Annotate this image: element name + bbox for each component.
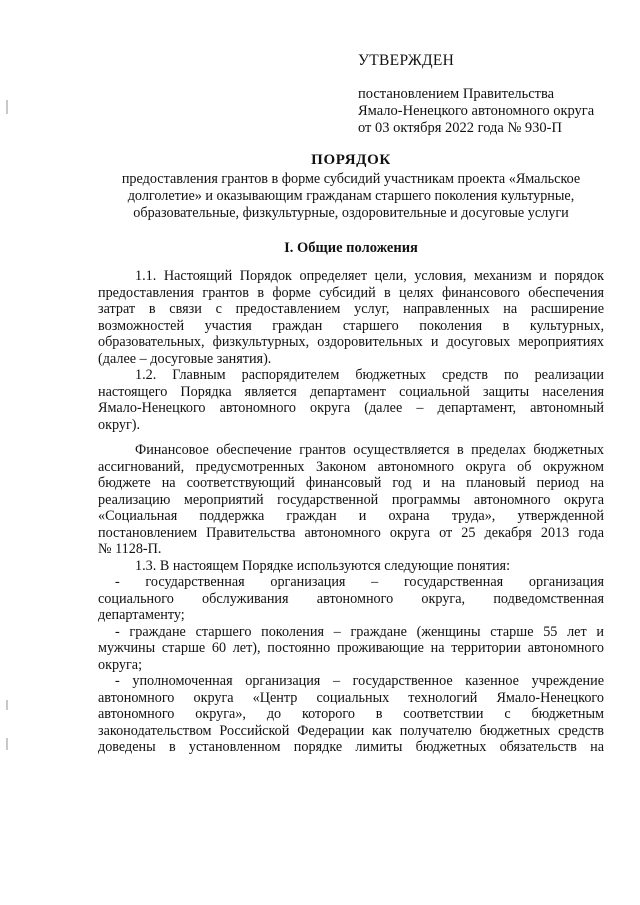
document-title: ПОРЯДОК xyxy=(311,152,391,168)
document-title-block xyxy=(98,151,604,222)
text-line: затрат в связи с предоставлением услуг, направленных на расширение xyxy=(98,301,604,317)
subtitle-line: образовательные, физкультурные, оздоровительные и досуговые услуги xyxy=(133,205,569,221)
paragraph-1-2 xyxy=(98,367,604,433)
approval-line: постановлением Правительства xyxy=(358,86,555,102)
approval-line: Ямало-Ненецкого автономного округа xyxy=(358,103,595,119)
text-line: социального обслуживания автономного округа, подведомственная xyxy=(98,590,604,607)
text-line: округ). xyxy=(98,416,141,433)
text-line: бюджете на соответствующий финансовый год и на плановый период на xyxy=(98,475,604,491)
text-line: возможностей участия граждан старшего поколения в культурных, xyxy=(98,317,604,334)
definition-authorized-organization xyxy=(98,673,604,756)
text-line: образовательных, физкультурных, оздоровительных и досуговых мероприятиях xyxy=(98,334,604,350)
scan-margin-mark xyxy=(6,738,8,750)
text-line: - уполномоченная организация – государственное казенное учреждение xyxy=(115,673,604,689)
paragraph-1-1 xyxy=(98,268,604,367)
scan-margin-mark xyxy=(6,100,8,114)
text-line: мужчины старше 60 лет), постоянно проживающие на территории автономного xyxy=(98,640,604,656)
section-heading: I. Общие положения xyxy=(284,240,418,256)
text-line: доведены в установленном порядке лимиты бюджетных обязательств на xyxy=(98,739,604,755)
text-line: «Социальная поддержка граждан и охрана труда», утвержденной xyxy=(98,508,604,524)
text-line: № 1128-П. xyxy=(98,541,162,557)
text-line: настоящего Порядка является департамент социальной защиты населения xyxy=(98,383,604,400)
text-line: Финансовое обеспечение грантов осуществляется в пределах бюджетных xyxy=(135,442,604,458)
definition-state-organization xyxy=(98,574,604,624)
text-line: постановлением Правительства автономного округа от 25 декабря 2013 года xyxy=(98,524,604,541)
text-line: автономного округа», до которого в соответствии с бюджетным xyxy=(98,706,604,722)
approval-line: от 03 октября 2022 года № 930-П xyxy=(358,120,562,136)
text-line: - государственная организация – государственная организация xyxy=(115,574,604,590)
text-line: (далее – досуговые занятия). xyxy=(98,350,272,367)
text-line: 1.2. Главным распорядителем бюджетных средств по реализации xyxy=(135,367,604,383)
document-subtitle xyxy=(98,171,604,222)
text-line: округа; xyxy=(98,656,143,673)
definition-senior-citizens xyxy=(98,624,604,674)
approval-stamp: УТВЕРЖДЕН xyxy=(358,52,455,69)
text-line: законодательством Российской Федерации как получателю бюджетных средств xyxy=(98,722,604,739)
approval-block xyxy=(358,52,594,137)
text-line: автономного округа «Центр социальных технологий Ямало-Ненецкого xyxy=(98,689,604,706)
paragraph-1-3 xyxy=(98,558,604,575)
paragraph-financing xyxy=(98,442,604,558)
text-line: предоставления грантов в форме субсидий в целях финансового обеспечения xyxy=(98,284,604,301)
subtitle-line: предоставления грантов в форме субсидий участникам проекта «Ямальское xyxy=(121,171,581,187)
text-line: 1.3. В настоящем Порядке используются следующие понятия: xyxy=(135,557,511,574)
text-line: ассигнований, предусмотренных Законом автономного округа об окружном xyxy=(98,458,604,475)
subtitle-line: долголетие» и оказывающим гражданам старшего поколения культурные, xyxy=(127,188,575,204)
scan-margin-mark xyxy=(6,700,8,710)
text-line: департаменту; xyxy=(98,607,185,623)
text-line: реализацию мероприятий государственной программы автономного округа xyxy=(98,491,604,508)
text-line: 1.1. Настоящий Порядок определяет цели, условия, механизм и порядок xyxy=(135,268,604,284)
document-body xyxy=(98,268,604,756)
text-line: - граждане старшего поколения – граждане (женщины старше 55 лет и xyxy=(115,623,604,640)
text-line: Ямало-Ненецкого автономного округа (далее – департамент, автономный xyxy=(98,400,604,416)
